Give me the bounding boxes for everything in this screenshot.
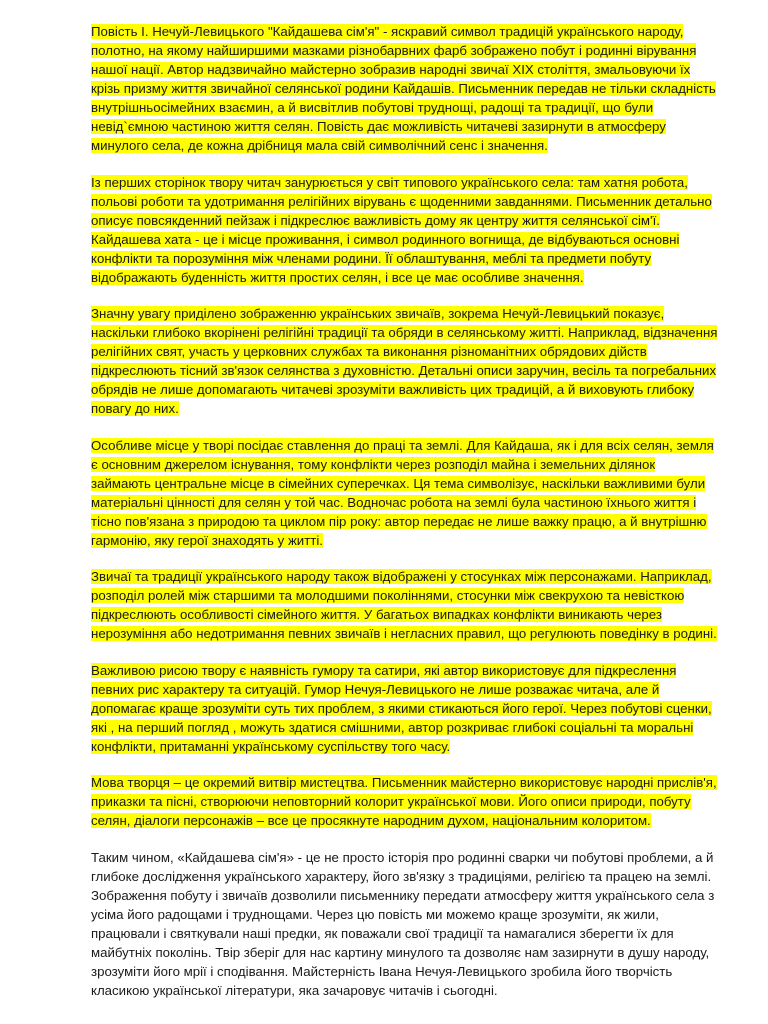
paragraph-3 [91, 304, 718, 418]
paragraph-8 [91, 848, 718, 1000]
paragraph-text: Повість І. Нечуй-Левицького "Кайдашева сім'я" - яскравий символ традицій українського народу, полотно, на якому найширшими мазками різнобарвних фарб зображено побут і родинні вірування нашої нації. Автор надзвичайно майстерно зобразив народні звичаї XIX століття, змальовуючи їх крізь призму життя звичайної селянської родини Кайдашів. Письменник передав не тільки складність внутрішньосімейних взаємин, а й висвітлив побутові труднощі, радощі та традиції, що були невід`ємною частиною життя селян. Повість дає можливість читачеві зазирнути в атмосферу минулого села, де кожна дрібниця мала свій символічний сенс і значення. [91, 24, 716, 153]
paragraph-text: Значну увагу приділено зображенню українських звичаїв, зокрема Нечуй-Левицький показує, наскільки глибоко вкорінені релігійні традиції та обряди в селянському житті. Наприклад, відзначення релігійних свят, участь у церковних службах та виконання різноманітних обрядових дійств підкреслюють тісний зв'язок селянства з духовністю. Детальні описи заручин, весіль та погребальних обрядів не лише допомагають читачеві зрозуміти важливість цих традицій, а й виховують глибоку повагу до них. [91, 306, 718, 416]
paragraph-6 [91, 661, 718, 756]
paragraph-2 [91, 173, 718, 287]
paragraph-5 [91, 567, 718, 643]
paragraph-1 [91, 22, 718, 155]
paragraph-4 [91, 436, 718, 550]
paragraph-text: Важливою рисою твору є наявність гумору та сатири, які автор використовує для підкреслення певних рис характеру та ситуацій. Гумор Нечуя-Левицького не лише розважає читача, але й допомагає краще зрозуміти суть тих проблем, з якими стикаються його герої. Через побутові сценки, які , на перший погляд , можуть здатися смішними, автор розкриває глибокі соціальні та моральні конфлікти, притаманні українському суспільству того часу. [91, 662, 712, 754]
paragraph-7 [91, 773, 718, 830]
paragraph-text: Мова творця – це окремий витвір мистецтва. Письменник майстерно використовує народні прислів'я, приказки та пісні, створюючи неповторний колорит української мови. Його описи природи, побуту селян, діалоги персонажів – все це просякнуте народним духом, національним колоритом. [91, 775, 717, 828]
paragraph-text: Особливе місце у творі посідає ставлення до праці та землі. Для Кайдаша, як і для всіх селян, земля є основним джерелом існування, тому конфлікти через розподіл майна і земельних ділянок займають центральне місце в сімейних суперечках. Ця тема символізує, наскільки важливими були матеріальні цінності для селян у той час. Водночас робота на землі була частиною їхнього життя і тісно пов'язана з природою та циклом пір року: автор передає не лише важку працю, а й внутрішню гармонію, яку герої знаходять у житті. [91, 437, 714, 548]
paragraph-text: Із перших сторінок твору читач занурюється у світ типового українського села: там хатня робота, польові роботи та удотримання релігійних вірувань є щоденними завданнями. Письменник детально описує повсякденний пейзаж і підкреслює важливість дому як центру життя селянської сім'ї. Кайдашева хата - це і місце проживання, і символ родинного вогнища, де відбуваються основні конфлікти та порозуміння між членами родини. Її облаштування, меблі та предмети побуту відображають буденність життя простих селян, і все це має особливе значення. [91, 174, 712, 285]
paragraph-text: Таким чином, «Кайдашева сім'я» - це не просто історія про родинні сварки чи побутові проблеми, а й глибоке дослідження українського характеру, його зв'язку з традиціями, релігією та працею на землі. Зображення побуту і звичаїв дозволили письменнику передати атмосферу життя українського села з усіма його радощами і труднощами. Через цю повість ми можемо краще зрозуміти, як жили, працювали і святкували наші предки, як поважали свої традиції та намагалися зберегти їх для майбутніх поколінь. Твір зберіг для нас картину минулого та дозволяє нам зазирнути в душу народу, зрозуміти його мрії і сподівання. Майстерність Івана Нечуя-Левицького зробила його творчість класикою української літератури, яка зачаровує читачів і сьогодні. [91, 849, 715, 998]
paragraph-text: Звичаї та традиції українського народу також відображені у стосунках між персонажами. Наприклад, розподіл ролей між старшими та молодшими поколіннями, стосунки між свекрухою та невісткою підкреслюють особливості сімейного життя. У багатьох випадках конфлікти виникають через нерозуміння або недотримання певних звичаїв і негласних правил, що регулюють поведінку в родині. [91, 569, 717, 641]
